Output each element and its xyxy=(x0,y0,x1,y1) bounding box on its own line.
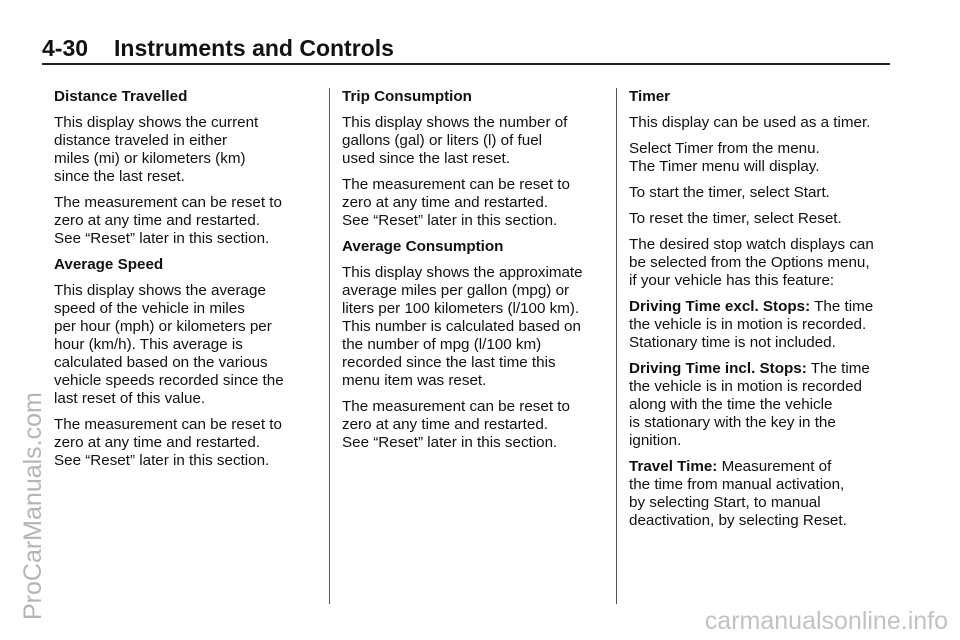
definition-driving-time-incl-stops xyxy=(629,360,891,450)
text-line: is stationary with the key in the xyxy=(629,414,836,431)
paragraph xyxy=(629,184,891,202)
text-line xyxy=(629,360,891,378)
text-line: the time from manual activation, xyxy=(629,476,845,493)
text-line: if your vehicle has this feature: xyxy=(629,272,835,289)
text-line: miles (mi) or kilometers (km) xyxy=(54,150,246,167)
text-line: See “Reset” later in this section. xyxy=(54,230,270,247)
text-line: See “Reset” later in this section. xyxy=(342,212,558,229)
column-left xyxy=(54,88,316,478)
text-line: This display shows the approximate xyxy=(342,264,583,281)
text-line: This display can be used as a timer. xyxy=(629,114,871,131)
paragraph xyxy=(629,236,891,290)
paragraph xyxy=(629,210,891,228)
text-line: the vehicle is in motion is recorded xyxy=(629,378,862,395)
text-line: calculated based on the various xyxy=(54,354,268,371)
column-divider xyxy=(616,88,617,604)
text-line: zero at any time and restarted. xyxy=(342,194,548,211)
paragraph xyxy=(629,114,891,132)
text-line: liters per 100 kilometers (l/100 km). xyxy=(342,300,580,317)
page-number: 4-30 xyxy=(42,35,89,61)
watermark-side: ProCarManuals.com xyxy=(19,392,47,620)
text-line: gallons (gal) or liters (l) of fuel xyxy=(342,132,543,149)
column-right xyxy=(629,88,891,538)
text-line: This number is calculated based on xyxy=(342,318,581,335)
text-line xyxy=(629,298,891,316)
text-line: recorded since the last time this xyxy=(342,354,556,371)
text-line: See “Reset” later in this section. xyxy=(54,452,270,469)
heading-trip-consumption: Trip Consumption xyxy=(342,88,472,105)
heading-average-speed: Average Speed xyxy=(54,256,164,273)
definition-travel-time xyxy=(629,458,891,530)
text-line: along with the time the vehicle xyxy=(629,396,833,413)
text-line: per hour (mph) or kilometers per xyxy=(54,318,272,335)
text-line: by selecting Start, to manual xyxy=(629,494,821,511)
text-line: This display shows the current xyxy=(54,114,259,131)
watermark-footer: carmanualsonline.info xyxy=(704,607,948,635)
section-title: Instruments and Controls xyxy=(114,35,394,61)
text-line: zero at any time and restarted. xyxy=(54,212,260,229)
text-line xyxy=(629,458,891,476)
text-line: last reset of this value. xyxy=(54,390,206,407)
column-middle xyxy=(342,88,604,460)
text-line: used since the last reset. xyxy=(342,150,510,167)
text-line: vehicle speeds recorded since the xyxy=(54,372,284,389)
text-line: This display shows the average xyxy=(54,282,266,299)
text-line: The measurement can be reset to xyxy=(54,194,282,211)
text-line: See “Reset” later in this section. xyxy=(342,434,558,451)
heading-timer: Timer xyxy=(629,88,671,105)
paragraph xyxy=(629,140,891,176)
text-line: be selected from the Options menu, xyxy=(629,254,870,271)
term: Travel Time: xyxy=(629,458,718,475)
text-line: average miles per gallon (mpg) or xyxy=(342,282,570,299)
text-line: zero at any time and restarted. xyxy=(54,434,260,451)
paragraph xyxy=(54,416,316,470)
text-line: hour (km/h). This average is xyxy=(54,336,243,353)
text-line: deactivation, by selecting Reset. xyxy=(629,512,847,529)
definition-driving-time-excl-stops xyxy=(629,298,891,352)
text-line: The measurement can be reset to xyxy=(342,176,570,193)
text-line: the number of mpg (l/100 km) xyxy=(342,336,542,353)
paragraph xyxy=(342,264,604,390)
heading-distance-travelled: Distance Travelled xyxy=(54,88,188,105)
paragraph xyxy=(342,176,604,230)
definition-text: The time xyxy=(810,298,874,315)
text-line: distance traveled in either xyxy=(54,132,228,149)
text-line: the vehicle is in motion is recorded. xyxy=(629,316,867,333)
text-line: To reset the timer, select Reset. xyxy=(629,210,842,227)
text-line: ignition. xyxy=(629,432,682,449)
text-line: menu item was reset. xyxy=(342,372,487,389)
term: Driving Time incl. Stops: xyxy=(629,360,807,377)
text-line: zero at any time and restarted. xyxy=(342,416,548,433)
paragraph xyxy=(54,194,316,248)
paragraph xyxy=(54,282,316,408)
term: Driving Time excl. Stops: xyxy=(629,298,811,315)
column-divider xyxy=(329,88,330,604)
definition-text: The time xyxy=(806,360,870,377)
text-line: Select Timer from the menu. xyxy=(629,140,820,157)
text-line: Stationary time is not included. xyxy=(629,334,836,351)
text-line: speed of the vehicle in miles xyxy=(54,300,245,317)
definition-text: Measurement of xyxy=(717,458,832,475)
text-line: The Timer menu will display. xyxy=(629,158,820,175)
paragraph xyxy=(342,398,604,452)
text-line: To start the timer, select Start. xyxy=(629,184,830,201)
text-line: This display shows the number of xyxy=(342,114,568,131)
text-line: The measurement can be reset to xyxy=(342,398,570,415)
paragraph xyxy=(342,114,604,168)
text-line: The measurement can be reset to xyxy=(54,416,282,433)
header-rule xyxy=(42,63,890,65)
heading-average-consumption: Average Consumption xyxy=(342,238,504,255)
paragraph xyxy=(54,114,316,186)
text-line: since the last reset. xyxy=(54,168,185,185)
page-header xyxy=(42,30,890,66)
text-line: The desired stop watch displays can xyxy=(629,236,874,253)
